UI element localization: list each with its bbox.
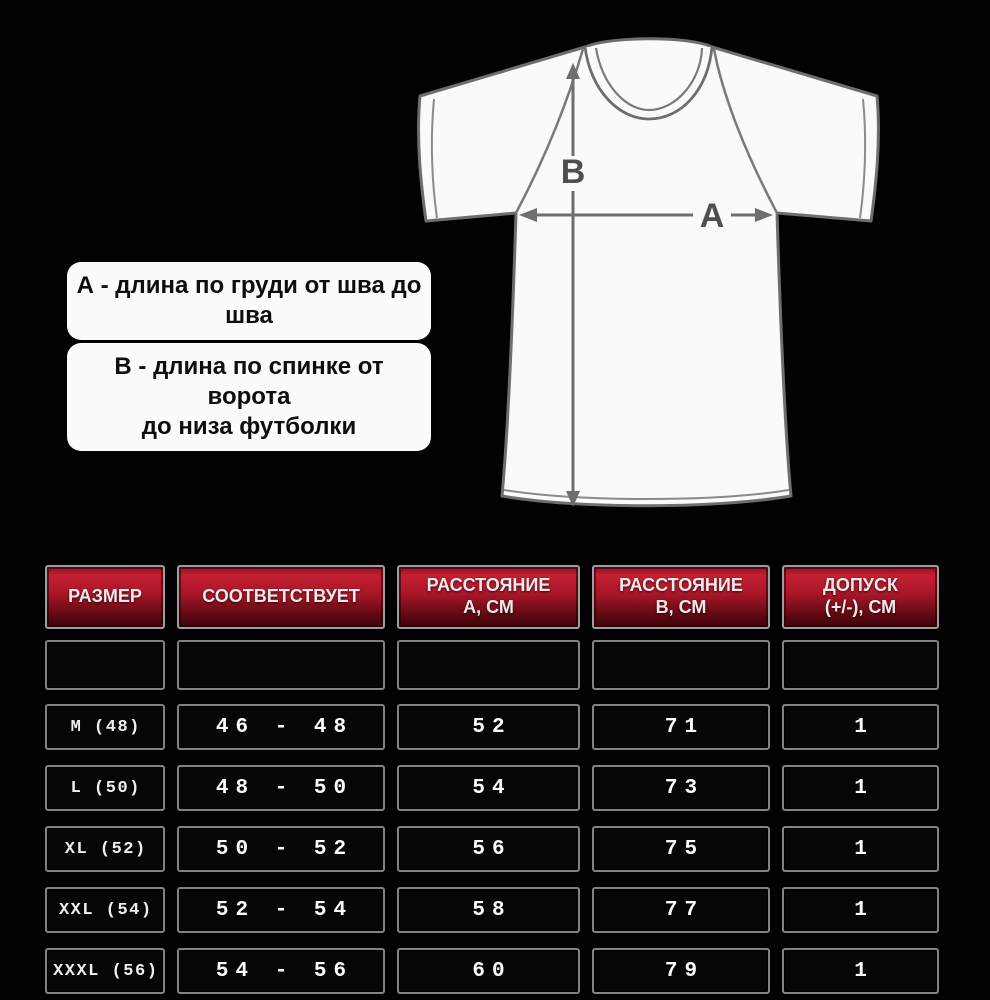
note-b-line2: до низа футболки (141, 413, 357, 440)
value-cell (177, 765, 385, 811)
cell-text: 54 - 56 (215, 959, 354, 983)
column-header-line2: (+/-), СМ (824, 597, 897, 617)
cell-text: XXXL (56) (53, 961, 159, 981)
arrow-label-a: A (699, 197, 725, 235)
column-header-line2: В, СМ (655, 597, 707, 617)
cell-text: 77 (664, 898, 705, 922)
column-header-line1: СООТВЕТСТВУЕТ (202, 586, 360, 607)
cell-text: 1 (854, 715, 874, 739)
cell-text: L (50) (70, 778, 141, 798)
size-cell (45, 765, 165, 811)
table-row (45, 765, 939, 811)
note-a-line1: А - длина по груди от шва до (76, 272, 422, 299)
value-cell (782, 765, 939, 811)
cell-text: M (48) (70, 717, 141, 737)
cell-text: 54 (472, 776, 512, 800)
value-cell (592, 704, 770, 750)
cell-text: XXL (54) (58, 900, 153, 920)
value-cell (397, 948, 580, 994)
measurement-note-a (67, 262, 431, 340)
column-header (397, 565, 580, 629)
cell-text: 1 (854, 776, 874, 800)
cell-text: 71 (664, 715, 705, 739)
column-header (177, 565, 385, 629)
table-row (45, 887, 939, 933)
cell-text: XL (52) (64, 839, 147, 859)
value-cell (177, 826, 385, 872)
value-cell (782, 704, 939, 750)
cell-text: 46 - 48 (215, 715, 354, 739)
value-cell (397, 826, 580, 872)
cell-text: 58 (472, 898, 512, 922)
value-cell (397, 887, 580, 933)
size-table (45, 565, 939, 1000)
value-cell (782, 887, 939, 933)
tshirt-diagram (405, 15, 980, 510)
value-cell (782, 826, 939, 872)
column-header-line1: РАЗМЕР (68, 586, 142, 607)
table-row (45, 704, 939, 750)
measurement-note-b (67, 343, 431, 451)
size-cell (45, 826, 165, 872)
column-header-line2: А, СМ (463, 597, 514, 617)
cell-text: 73 (664, 776, 705, 800)
table-header-row (45, 565, 939, 629)
column-header-line1: РАССТОЯНИЕ (619, 575, 743, 596)
cell-text: 1 (854, 959, 874, 983)
size-cell (45, 887, 165, 933)
column-header (45, 565, 165, 629)
cell-text: 1 (854, 898, 874, 922)
cell-text: 1 (854, 837, 874, 861)
table-row (45, 826, 939, 872)
table-empty-row (45, 640, 939, 690)
arrow-label-b: B (560, 153, 586, 191)
empty-cell (45, 640, 165, 690)
value-cell (782, 948, 939, 994)
cell-text: 79 (664, 959, 705, 983)
value-cell (592, 887, 770, 933)
cell-text: 52 (472, 715, 512, 739)
empty-cell (177, 640, 385, 690)
empty-cell (592, 640, 770, 690)
cell-text: 50 - 52 (215, 837, 354, 861)
column-header-line1: РАССТОЯНИЕ (426, 575, 551, 596)
value-cell (397, 765, 580, 811)
empty-cell (782, 640, 939, 690)
column-header (592, 565, 770, 629)
cell-text: 52 - 54 (215, 898, 354, 922)
column-header-line1: ДОПУСК (823, 575, 898, 596)
value-cell (397, 704, 580, 750)
table-row (45, 948, 939, 994)
cell-text: 75 (664, 837, 705, 861)
value-cell (177, 948, 385, 994)
value-cell (592, 948, 770, 994)
size-cell (45, 704, 165, 750)
value-cell (592, 765, 770, 811)
empty-cell (397, 640, 580, 690)
column-header (782, 565, 939, 629)
size-cell (45, 948, 165, 994)
note-a-line2: шва (225, 302, 273, 329)
value-cell (177, 704, 385, 750)
value-cell (177, 887, 385, 933)
cell-text: 48 - 50 (215, 776, 354, 800)
cell-text: 56 (472, 837, 512, 861)
cell-text: 60 (472, 959, 512, 983)
value-cell (592, 826, 770, 872)
note-b-line1: В - длина по спинке от ворота (114, 353, 384, 410)
